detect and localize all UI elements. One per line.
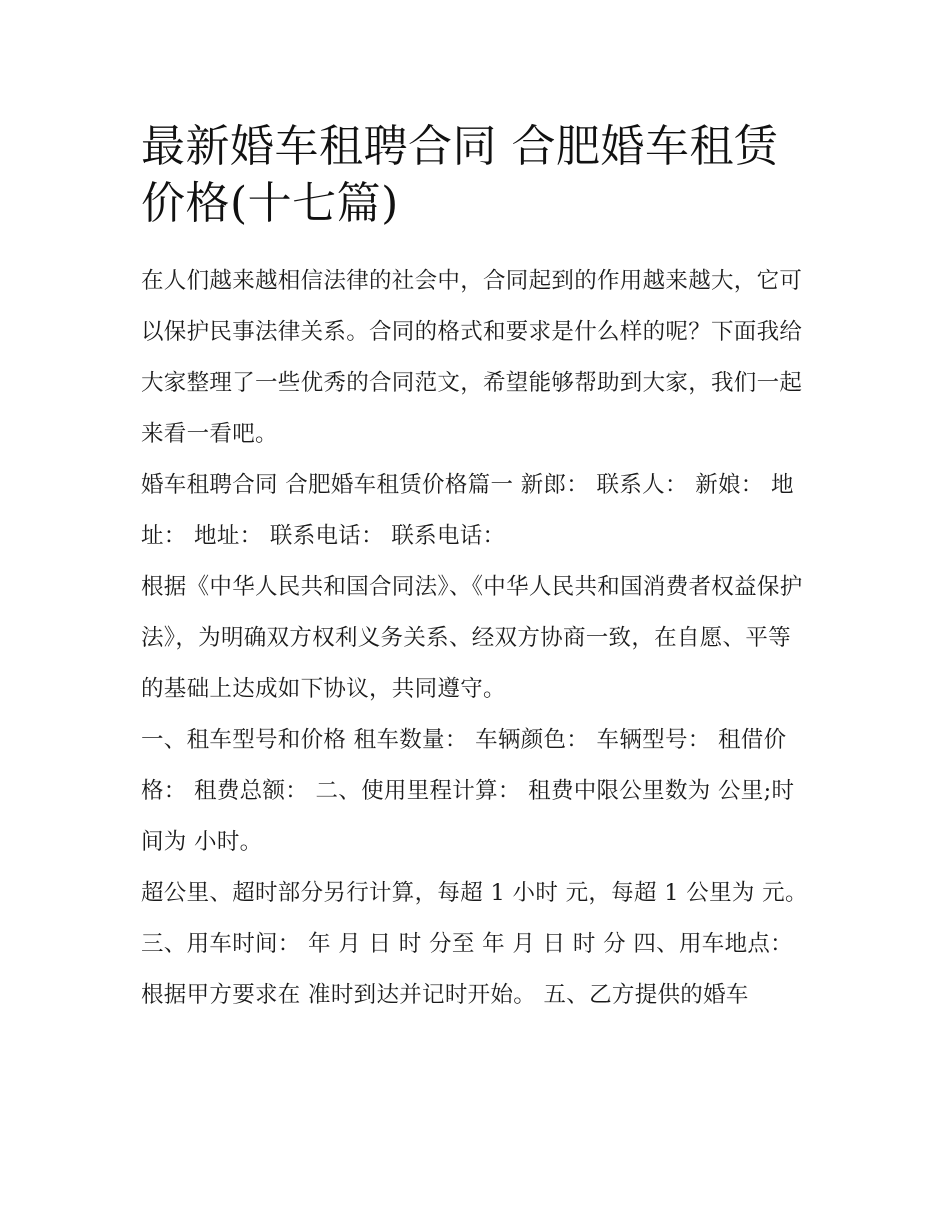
overtime-paragraph: 超公里、超时部分另行计算，每超 1 小时 元，每超 1 公里为 元。 三、用车时间： 年 月 日 时 分至 年 月 日 时 分 四、用车地点： (141, 880, 808, 957)
contract-parties-paragraph: 婚车租聘合同 合肥婚车租赁价格篇一 新郎： 联系人： 新娘： 地址： 地址： 联系电话： 联系电话： (141, 472, 794, 549)
legal-basis-paragraph: 根据《中华人民共和国合同法》、《中华人民共和国消费者权益保护法》，为明确双方权利义务关系、经双方协商一致，在自愿、平等的基础上达成如下协议，共同遵守。 (141, 574, 803, 702)
document-content (141, 118, 813, 1021)
arrival-paragraph: 根据甲方要求在 准时到达并记时开始。 五、乙方提供的婚车 (141, 982, 749, 1008)
intro-paragraph: 在人们越来越相信法律的社会中，合同起到的作用越来越大，它可以保护民事法律关系。合同的格式和要求是什么样的呢？下面我给大家整理了一些优秀的合同范文，希望能够帮助到大家，我们一起来看一看吧。 (141, 268, 803, 447)
document-title: 最新婚车租聘合同 合肥婚车租赁价格(十七篇) (141, 121, 779, 229)
vehicle-price-paragraph: 一、租车型号和价格 租车数量： 车辆颜色： 车辆型号： 租借价格： 租费总额： 二、使用里程计算： 租费中限公里数为 公里;时间为 小时。 (141, 727, 795, 855)
document-body (141, 256, 813, 1021)
